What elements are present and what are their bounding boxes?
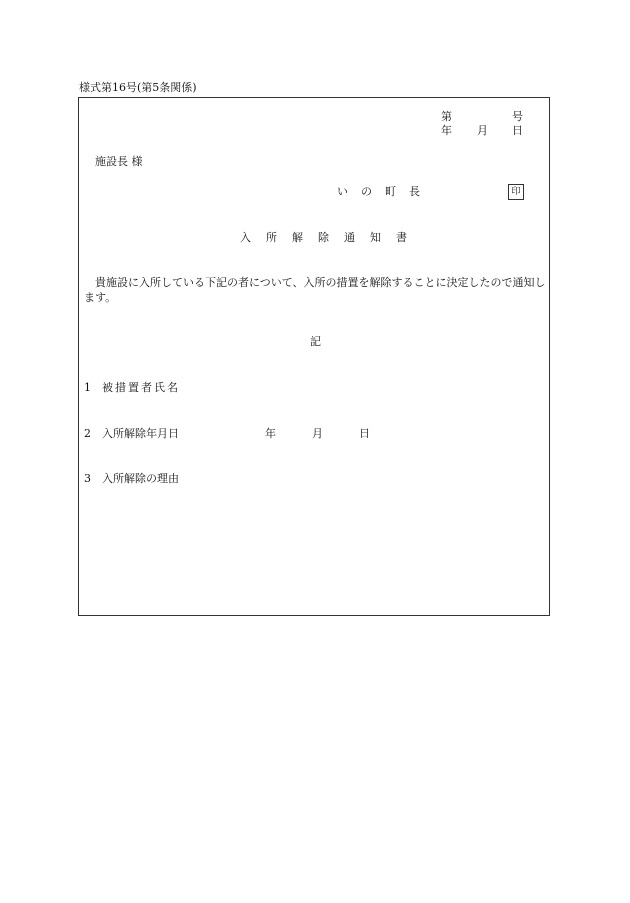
notice-body: 貴施設に入所している下記の者について、入所の措置を解除することに決定したので通知します。 (84, 276, 546, 304)
item-3-label: 入所解除の理由 (102, 472, 179, 485)
item-1-label: 被措置者氏名 (102, 381, 180, 394)
doc-number-suffix: 号 (512, 110, 523, 123)
title-char: 通 (344, 231, 355, 244)
issuer-char: の (361, 185, 372, 198)
date-year: 年 (441, 124, 452, 137)
ki-label: 記 (310, 335, 321, 348)
issuer-char: い (337, 185, 348, 198)
issuer-char: 町 (385, 185, 396, 198)
addressee: 施設長 様 (95, 155, 143, 168)
item-1-number: 1 (84, 381, 91, 394)
item-3-number: 3 (84, 472, 91, 485)
seal-mark: 印 (508, 184, 524, 200)
title-char: 書 (396, 231, 407, 244)
item-2-day: 日 (359, 427, 370, 440)
form-number-label: 様式第16号(第5条関係) (79, 81, 197, 94)
title-char: 解 (292, 231, 303, 244)
title-char: 入 (240, 231, 251, 244)
item-2-label: 入所解除年月日 (102, 427, 179, 440)
title-char: 除 (318, 231, 329, 244)
title-char: 所 (266, 231, 277, 244)
document-title (240, 231, 407, 245)
item-2-number: 2 (84, 427, 91, 440)
issuer-name (337, 185, 420, 199)
doc-number-prefix: 第 (441, 110, 452, 123)
item-2-month: 月 (312, 427, 323, 440)
title-char: 知 (370, 231, 381, 244)
issuer-char: 長 (409, 185, 420, 198)
item-2-year: 年 (265, 427, 276, 440)
notice-form-box (78, 97, 550, 616)
date-month: 月 (477, 124, 488, 137)
date-day: 日 (512, 124, 523, 137)
